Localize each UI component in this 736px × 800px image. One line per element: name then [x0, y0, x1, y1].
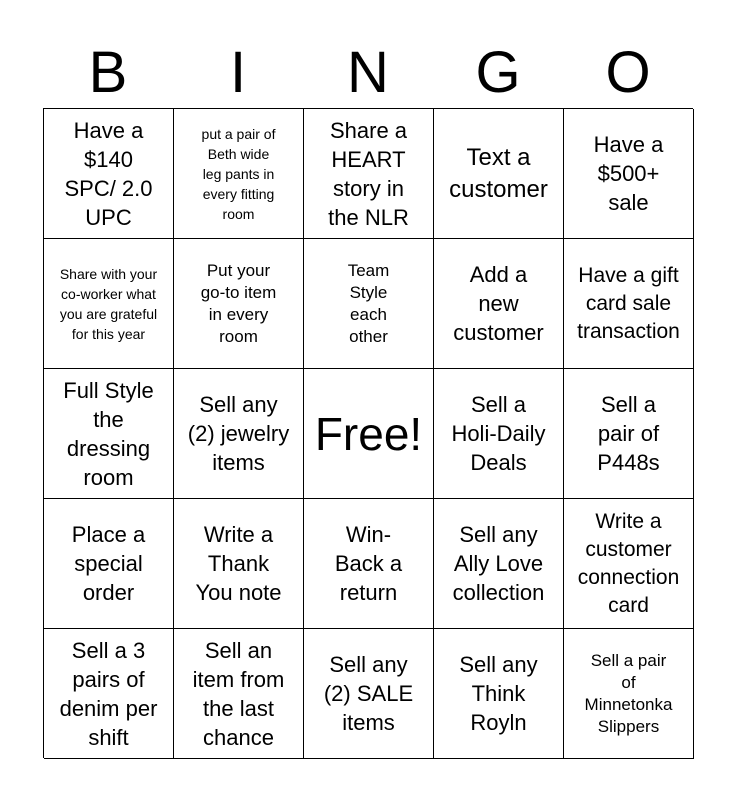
cell-text: Have a $140 SPC/ 2.0 UPC — [64, 117, 153, 230]
cell-text: Sell any (2) jewelry items — [187, 392, 290, 475]
bingo-cell[interactable] — [434, 369, 564, 499]
bingo-cell[interactable] — [434, 629, 564, 759]
cell-text: Share a HEART story in the NLR — [328, 117, 409, 230]
cell-text: Text a customer — [449, 143, 548, 203]
bingo-cell[interactable] — [564, 499, 694, 629]
bingo-cell[interactable] — [44, 629, 174, 759]
cell-text: put a pair of Beth wide leg pants in every fitting room — [201, 125, 276, 222]
bingo-cell[interactable] — [564, 109, 694, 239]
header-letter-g: G — [475, 40, 521, 105]
bingo-cell[interactable] — [174, 239, 304, 369]
bingo-cell[interactable] — [174, 629, 304, 759]
free-space-cell[interactable] — [304, 369, 434, 499]
cell-text: Place a special order — [71, 522, 146, 605]
bingo-header — [43, 38, 693, 108]
bingo-cell[interactable] — [174, 499, 304, 629]
bingo-cell[interactable] — [44, 369, 174, 499]
header-letter-n: N — [347, 40, 389, 105]
bingo-cell[interactable] — [564, 239, 694, 369]
cell-text: Sell an item from the last chance — [192, 637, 285, 750]
bingo-cell[interactable] — [44, 239, 174, 369]
bingo-cell[interactable] — [304, 239, 434, 369]
cell-text: Have a gift card sale transaction — [577, 263, 680, 343]
cell-text: Team Style each other — [347, 260, 390, 346]
cell-text: Win- Back a return — [334, 522, 403, 605]
bingo-cell[interactable] — [174, 109, 304, 239]
bingo-cell[interactable] — [44, 499, 174, 629]
bingo-cell[interactable] — [434, 239, 564, 369]
bingo-cell[interactable] — [44, 109, 174, 239]
header-letter-o: O — [605, 40, 651, 105]
bingo-grid — [43, 108, 693, 758]
cell-text: Write a Thank You note — [195, 522, 282, 605]
cell-text: Full Style the dressing room — [63, 377, 154, 490]
bingo-cell[interactable] — [564, 369, 694, 499]
cell-text: Sell a pair of Minnetonka Slippers — [584, 650, 673, 736]
bingo-cell[interactable] — [304, 629, 434, 759]
bingo-cell[interactable] — [304, 499, 434, 629]
cell-text: Put your go-to item in every room — [200, 260, 277, 346]
bingo-cell[interactable] — [434, 109, 564, 239]
cell-text: Share with your co-worker what you are grateful for this year — [59, 265, 158, 342]
free-space-text: Free! — [314, 407, 423, 460]
cell-text: Have a $500+ sale — [593, 132, 664, 215]
cell-text: Sell any Think Royln — [459, 652, 538, 735]
bingo-cell[interactable] — [304, 109, 434, 239]
cell-text: Write a customer connection card — [577, 509, 680, 617]
bingo-cell[interactable] — [564, 629, 694, 759]
header-letter-i: I — [229, 40, 247, 105]
cell-text: Sell a Holi-Daily Deals — [451, 392, 546, 475]
header-letter-b: B — [88, 40, 128, 105]
cell-text: Sell a 3 pairs of denim per shift — [59, 637, 158, 750]
bingo-cell[interactable] — [434, 499, 564, 629]
cell-text: Sell any (2) SALE items — [323, 652, 414, 735]
cell-text: Add a new customer — [453, 262, 544, 345]
cell-text: Sell any Ally Love collection — [452, 522, 545, 605]
bingo-cell[interactable] — [174, 369, 304, 499]
cell-text: Sell a pair of P448s — [597, 392, 660, 475]
